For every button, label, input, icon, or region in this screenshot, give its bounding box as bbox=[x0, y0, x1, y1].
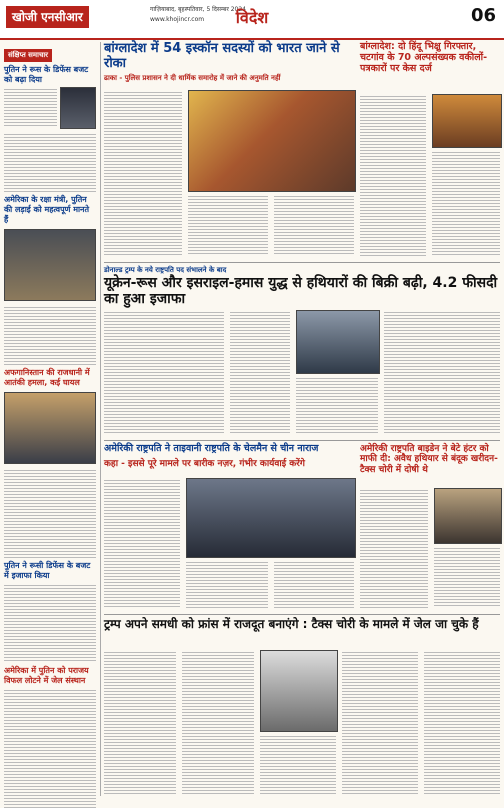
main-news-area bbox=[104, 42, 500, 796]
story-arms-text bbox=[384, 310, 500, 434]
story-iskcon-text bbox=[188, 194, 268, 256]
story-trump-text bbox=[182, 650, 254, 796]
brief-news-tag: संक्षिप्त समाचार bbox=[4, 49, 52, 62]
brief-headline-1: पुतिन ने रूस के डिफेंस बजट को बढ़ा दिया bbox=[4, 65, 89, 84]
brief-headline-5: अमेरिका में पुतिन को पराजय विफल लोटने में जेल संस्थान bbox=[4, 666, 89, 685]
brief-text bbox=[4, 583, 96, 663]
story-taiwan-subhead: कहा - इससे पूरे मामले पर बारीक नज़र, गंभीर कार्यवाई करेंगे bbox=[104, 458, 305, 469]
iskcon-photo bbox=[188, 90, 356, 192]
story-iskcon-text bbox=[104, 90, 182, 256]
brief-headline-4: पुतिन ने रूसी डिफेंस के बजट में इजाफा किया bbox=[4, 561, 91, 580]
story-iskcon-subhead: ढाका - पुलिस प्रशासन ने दी धार्मिक समारोह में जाने की अनुमति नहीं bbox=[104, 73, 281, 82]
website-text: www.khojincr.com bbox=[150, 16, 205, 23]
story-trump-headline: ट्रम्प अपने समधी को फ्रांस में राजदूत बनाएंगे : टैक्स चोरी के मामले में जेल जा चुके हैं bbox=[104, 617, 479, 631]
masthead bbox=[0, 0, 504, 40]
story-arms-sales bbox=[104, 266, 500, 307]
story-trump-text bbox=[104, 650, 176, 796]
putin-photo bbox=[60, 87, 96, 129]
page-number: 06 bbox=[470, 5, 496, 26]
story-trump-text bbox=[342, 650, 418, 796]
brief-news-column bbox=[4, 42, 101, 796]
story-trump-envoy bbox=[104, 618, 500, 632]
story-arms-text bbox=[104, 310, 224, 434]
story-iskcon-headline: बांग्लादेश में 54 इस्कॉन सदस्यों को भारत जाने से रोका bbox=[104, 41, 340, 71]
story-hunter bbox=[360, 444, 500, 475]
brief-headline-2: अमेरिका के रक्षा मंत्री, पुतिन की लड़ाई को महत्वपूर्ण मानते हैं bbox=[4, 195, 90, 224]
story-arms-text bbox=[230, 310, 290, 434]
biden-hunter-photo bbox=[434, 488, 502, 544]
story-arms-kicker: डोनाल्ड ट्रम्प के नये राष्ट्रपति पद संभालने के बाद bbox=[104, 266, 227, 274]
brief-headline-3: अफगानिस्तान की राजधानी में आतंकी हमला, कई घायल bbox=[4, 368, 90, 387]
brief-text bbox=[4, 468, 96, 558]
date-text: गाज़ियाबाद, बृहस्पतिवार, 5 दिसम्बर 2024 bbox=[150, 6, 246, 13]
monk-photo bbox=[432, 94, 502, 148]
weapons-photo bbox=[296, 310, 380, 374]
story-monks-text bbox=[432, 150, 500, 256]
story-taiwan-text bbox=[274, 560, 354, 608]
story-iskcon bbox=[104, 42, 354, 83]
story-taiwan-text bbox=[104, 478, 180, 608]
story-arms-headline: यूक्रेन-रूस और इसराइल-हमास युद्ध से हथियारों की बिक्री बढ़ी, 4.2 फीसदी का हुआ इजाफा bbox=[104, 275, 498, 308]
brief-text bbox=[4, 688, 96, 808]
story-taiwan-headline: अमेरिकी राष्ट्रपति ने ताइवानी राष्ट्रपति के चेलमैन से चीन नाराज bbox=[104, 443, 319, 454]
story-hunter-text bbox=[360, 488, 428, 608]
story-monks-text bbox=[360, 94, 426, 256]
envoy-photo bbox=[260, 650, 338, 732]
story-monks bbox=[360, 42, 500, 75]
attack-photo bbox=[4, 229, 96, 301]
story-hunter-text bbox=[434, 546, 500, 608]
story-hunter-headline: अमेरिकी राष्ट्रपति बाइडेन ने बेटे हंटर को माफी दी: अवैध हथियार से बंदूक खरीदन-टैक्स चोरी में दोषी थे bbox=[360, 444, 498, 475]
blast-photo bbox=[4, 392, 96, 464]
story-taiwan-text bbox=[186, 560, 268, 608]
newspaper-logo: खोजी एनसीआर bbox=[6, 6, 89, 28]
story-monks-headline: बांग्लादेश: दो हिंदू भिक्षु गिरफ्तार, चटगांव के 70 अल्पसंख्यक वकीलों-पत्रकारों पर केस दर्ज bbox=[360, 41, 488, 74]
brief-text bbox=[4, 87, 57, 127]
section-title: विदेश bbox=[235, 8, 269, 27]
story-iskcon-text bbox=[274, 194, 354, 256]
story-trump-text bbox=[260, 734, 336, 796]
brief-text bbox=[4, 305, 96, 365]
story-arms-text bbox=[296, 376, 378, 434]
brief-text bbox=[4, 132, 96, 192]
story-trump-text bbox=[424, 650, 500, 796]
story-taiwan bbox=[104, 444, 354, 469]
taiwan-leaders-photo bbox=[186, 478, 356, 558]
